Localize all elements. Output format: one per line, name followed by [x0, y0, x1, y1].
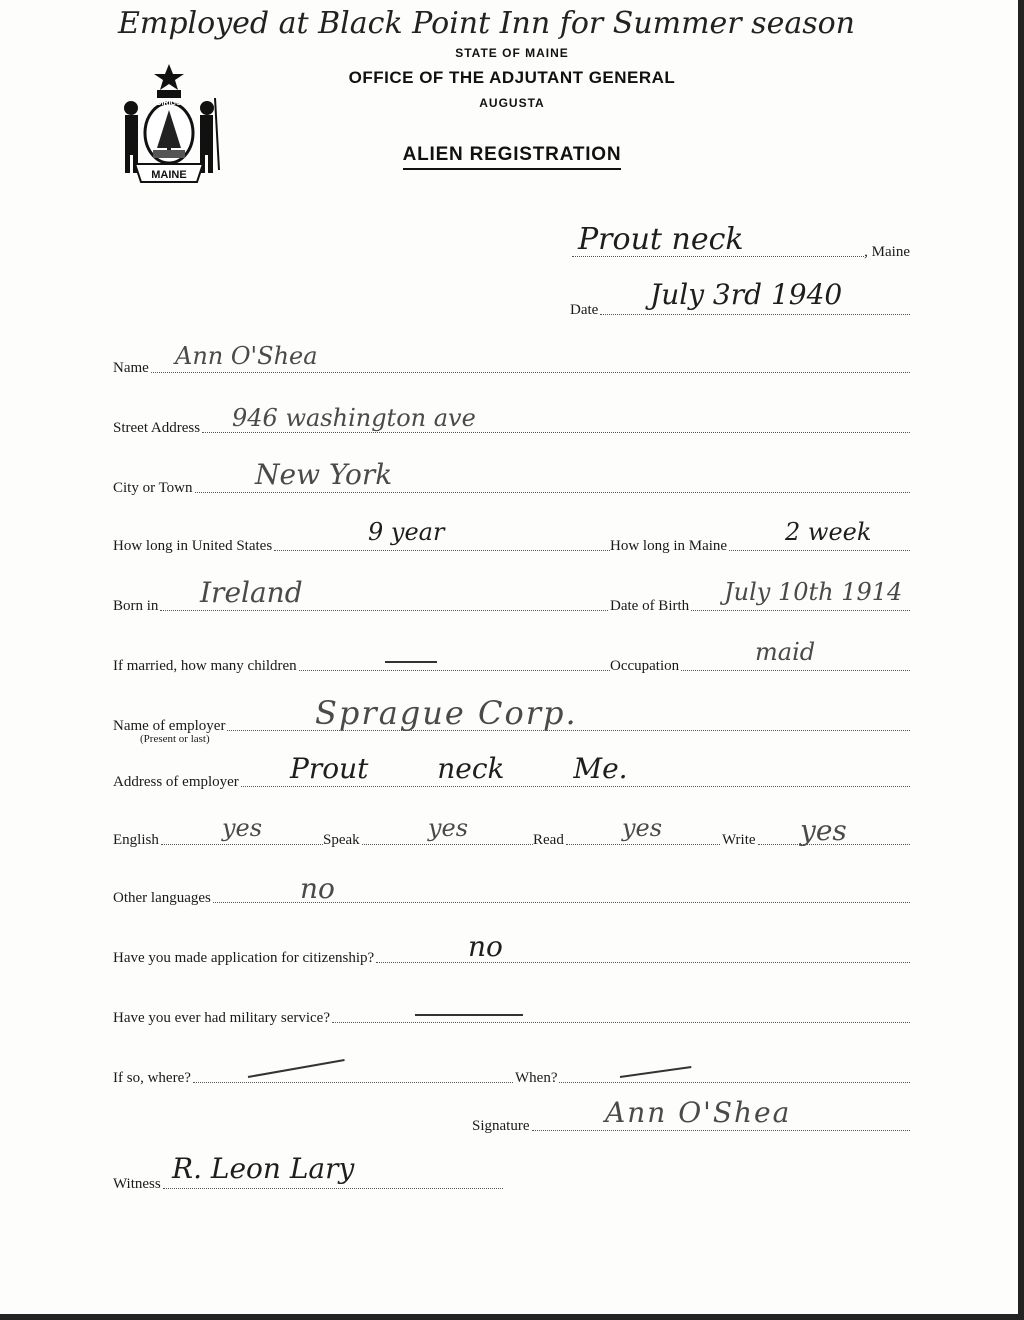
occupation-label: Occupation — [610, 658, 680, 674]
other-languages-label: Other languages — [113, 890, 211, 906]
military-line — [332, 1021, 910, 1023]
witness-line — [163, 1187, 503, 1189]
form-title — [0, 144, 1024, 166]
city-field — [113, 480, 910, 497]
date-value: July 3rd 1940 — [650, 278, 843, 311]
header-city: AUGUSTA — [479, 96, 545, 110]
military-dash — [415, 1014, 523, 1016]
name-value: Ann O'Shea — [175, 342, 318, 370]
signature-label: Signature — [472, 1118, 530, 1134]
dob-line — [691, 609, 910, 611]
header-office: OFFICE OF THE ADJUTANT GENERAL — [348, 68, 676, 87]
born-field — [113, 598, 608, 615]
employer-address-label: Address of employer — [113, 774, 239, 790]
us-duration-field — [113, 538, 610, 555]
english-value: yes — [222, 814, 263, 842]
street-value: 946 washington ave — [232, 404, 476, 432]
maine-duration-line — [729, 549, 910, 551]
dob-value: July 10th 1914 — [724, 578, 903, 606]
children-dash — [385, 661, 437, 663]
employer-address-value: Prout neck Me. — [290, 752, 628, 785]
where-label: If so, where? — [113, 1070, 191, 1086]
employer-label: Name of employer — [113, 718, 226, 734]
born-label: Born in — [113, 598, 159, 614]
dob-label: Date of Birth — [610, 598, 690, 614]
scan-border-bottom — [0, 1314, 1024, 1320]
children-label: If married, how many children — [113, 658, 297, 674]
handwritten-annotation: Employed at Black Point Inn for Summer season — [118, 6, 855, 41]
military-label: Have you ever had military service? — [113, 1010, 330, 1026]
speak-value: yes — [428, 814, 469, 842]
city-label: City or Town — [113, 480, 193, 496]
city-value: New York — [255, 458, 393, 491]
employer-sublabel: (Present or last) — [140, 733, 210, 745]
witness-label: Witness — [113, 1176, 161, 1192]
citizenship-value: no — [468, 930, 503, 963]
children-field — [113, 658, 610, 675]
name-line — [151, 371, 910, 373]
born-value: Ireland — [200, 576, 303, 609]
witness-value: R. Leon Lary — [172, 1152, 355, 1185]
other-languages-field — [113, 890, 910, 907]
maine-duration-value: 2 week — [785, 518, 872, 546]
city-line — [195, 491, 910, 493]
citizenship-line — [376, 961, 910, 963]
occupation-line — [681, 669, 910, 671]
speak-line — [362, 843, 533, 845]
signature-value: Ann O'Shea — [605, 1096, 792, 1129]
employer-value: Sprague Corp. — [315, 694, 578, 732]
read-label: Read — [533, 832, 564, 848]
scan-border-right — [1018, 0, 1024, 1320]
other-languages-value: no — [300, 872, 335, 905]
where-field — [113, 1070, 513, 1087]
us-duration-line — [274, 549, 610, 551]
header-state: STATE OF MAINE — [455, 46, 569, 60]
when-label: When? — [515, 1070, 558, 1086]
place-suffix: , Maine — [864, 244, 910, 260]
when-line — [559, 1081, 910, 1083]
where-line — [193, 1081, 513, 1083]
citizenship-field — [113, 950, 910, 967]
english-field — [113, 832, 323, 849]
signature-line — [532, 1129, 911, 1131]
write-value: yes — [800, 814, 847, 847]
employer-address-line — [241, 785, 910, 787]
date-label: Date — [570, 302, 599, 318]
date-line — [600, 313, 910, 315]
speak-label: Speak — [323, 832, 360, 848]
us-duration-label: How long in United States — [113, 538, 273, 554]
occupation-value: maid — [755, 638, 816, 666]
write-label: Write — [722, 832, 756, 848]
read-line — [566, 843, 720, 845]
seal-motto: DIRIGO — [156, 100, 182, 107]
street-label: Street Address — [113, 420, 201, 436]
english-line — [161, 843, 323, 845]
children-line — [299, 669, 610, 671]
citizenship-label: Have you made application for citizenship? — [113, 950, 375, 966]
when-field — [515, 1070, 910, 1087]
english-label: English — [113, 832, 159, 848]
place-value: Prout neck — [578, 222, 744, 257]
name-label: Name — [113, 360, 149, 376]
military-field — [113, 1010, 910, 1027]
born-line — [160, 609, 608, 611]
seal-banner: MAINE — [151, 169, 187, 181]
maine-duration-label: How long in Maine — [610, 538, 728, 554]
read-value: yes — [622, 814, 663, 842]
us-duration-value: 9 year — [368, 518, 445, 546]
form-title-text: ALIEN REGISTRATION — [403, 144, 622, 170]
